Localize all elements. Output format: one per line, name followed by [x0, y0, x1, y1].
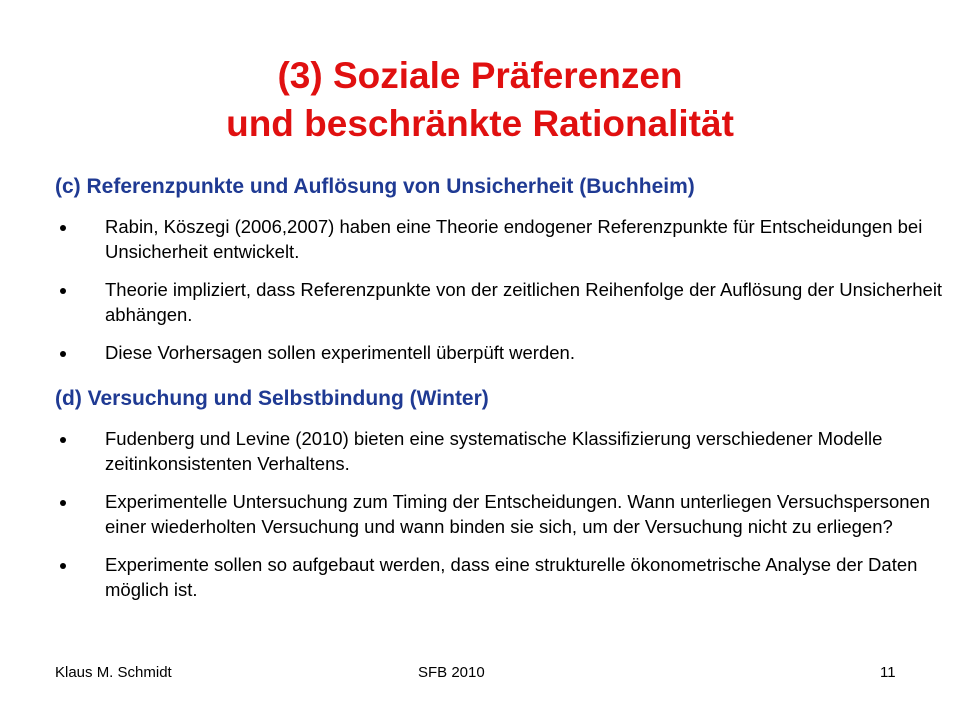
bullet-icon: [60, 288, 66, 294]
bullet-list-c: [55, 214, 960, 365]
bullet-icon: [60, 563, 66, 569]
list-item: [55, 340, 960, 365]
section-heading-c: (c) Referenzpunkte und Auflösung von Unsicherheit (Buchheim): [55, 175, 695, 198]
slide-title: [0, 52, 960, 148]
list-item: [55, 214, 960, 264]
list-item: [55, 426, 960, 476]
title-line-2: und beschränkte Rationalität: [226, 103, 734, 144]
bullet-text: Experimente sollen so aufgebaut werden, dass eine strukturelle ökonometrische Analyse der Daten möglich ist.: [105, 554, 918, 600]
page-number: 11: [880, 664, 896, 681]
footer-center: SFB 2010: [418, 664, 485, 681]
list-item: [55, 489, 960, 539]
bullet-text: Diese Vorhersagen sollen experimentell überpüft werden.: [105, 342, 575, 363]
list-item: [55, 552, 960, 602]
section-heading-d: (d) Versuchung und Selbstbindung (Winter): [55, 387, 489, 410]
bullet-list-d: [55, 426, 960, 602]
bullet-icon: [60, 500, 66, 506]
bullet-text: Fudenberg und Levine (2010) bieten eine systematische Klassifizierung verschiedener Modelle zeitinkonsistenten Verhaltens.: [105, 428, 883, 474]
list-item: [55, 277, 960, 327]
bullet-text: Theorie impliziert, dass Referenzpunkte von der zeitlichen Reihenfolge der Auflösung der Unsicherheit abhängen.: [105, 279, 943, 325]
title-line-1: (3) Soziale Präferenzen: [277, 55, 683, 96]
footer-author: Klaus M. Schmidt: [55, 664, 172, 681]
bullet-text: Experimentelle Untersuchung zum Timing der Entscheidungen. Wann unterliegen Versuchspersonen einer wiederholten Versuchung und wann binden sie sich, um der Versuchung nicht zu erliegen?: [105, 491, 931, 537]
bullet-text: Rabin, Köszegi (2006,2007) haben eine Theorie endogener Referenzpunkte für Entscheidungen bei Unsicherheit entwickelt.: [105, 216, 923, 262]
bullet-icon: [60, 225, 66, 231]
bullet-icon: [60, 351, 66, 357]
bullet-icon: [60, 437, 66, 443]
